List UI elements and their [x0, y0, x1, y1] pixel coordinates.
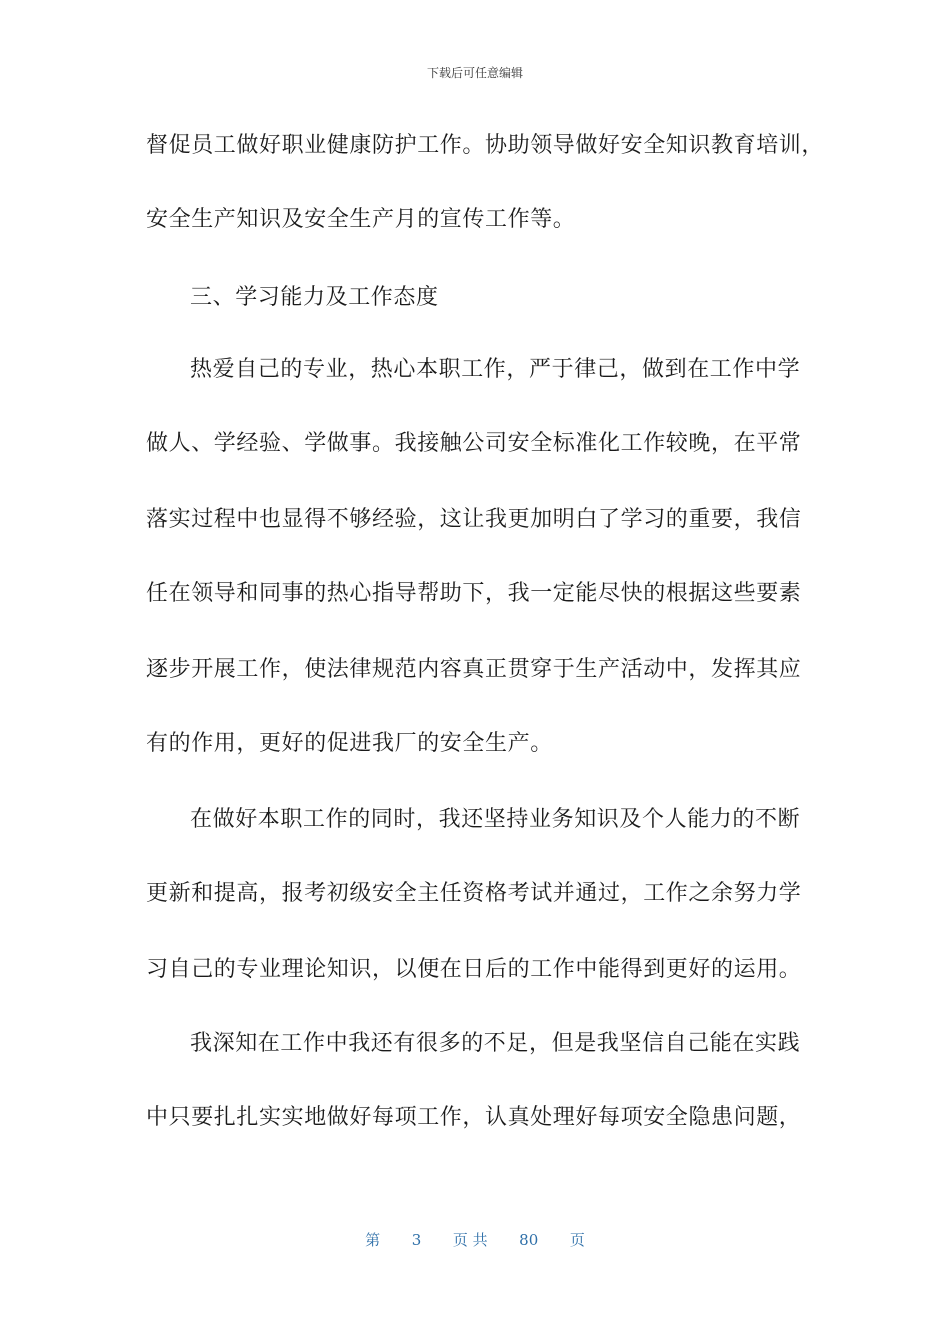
body-line: 更新和提高，报考初级安全主任资格考试并通过，工作之余努力学 — [146, 881, 802, 906]
body-line: 我深知在工作中我还有很多的不足，但是我坚信自己能在实践 — [190, 1031, 801, 1056]
section-heading: 三、学习能力及工作态度 — [190, 285, 439, 310]
body-line: 督促员工做好职业健康防护工作。协助领导做好安全知识教育培训， — [146, 133, 825, 158]
page-footer — [0, 1229, 950, 1250]
body-line: 安全生产知识及安全生产月的宣传工作等。 — [146, 207, 576, 232]
footer-total-pages: 80 — [519, 1231, 539, 1249]
body-line: 有的作用，更好的促进我厂的安全生产。 — [146, 731, 553, 756]
body-line: 逐步开展工作，使法律规范内容真正贯穿于生产活动中，发挥其应 — [146, 657, 802, 682]
body-line: 习自己的专业理论知识，以便在日后的工作中能得到更好的运用。 — [146, 957, 802, 982]
body-line: 任在领导和同事的热心指导帮助下，我一定能尽快的根据这些要素 — [146, 581, 802, 606]
page-header: 下载后可任意编辑 — [426, 66, 523, 80]
body-line: 热爱自己的专业，热心本职工作，严于律己，做到在工作中学 — [190, 357, 801, 382]
body-line: 在做好本职工作的同时，我还坚持业务知识及个人能力的不断 — [190, 807, 801, 832]
body-line: 中只要扎扎实实地做好每项工作，认真处理好每项安全隐患问题， — [146, 1105, 802, 1130]
footer-middle: 页 共 — [452, 1231, 488, 1249]
footer-page-number: 3 — [411, 1231, 422, 1249]
footer-suffix: 页 — [569, 1231, 585, 1249]
footer-prefix: 第 — [365, 1231, 381, 1249]
body-line: 落实过程中也显得不够经验，这让我更加明白了学习的重要，我信 — [146, 507, 802, 532]
body-line: 做人、学经验、学做事。我接触公司安全标准化工作较晚，在平常 — [146, 431, 802, 456]
